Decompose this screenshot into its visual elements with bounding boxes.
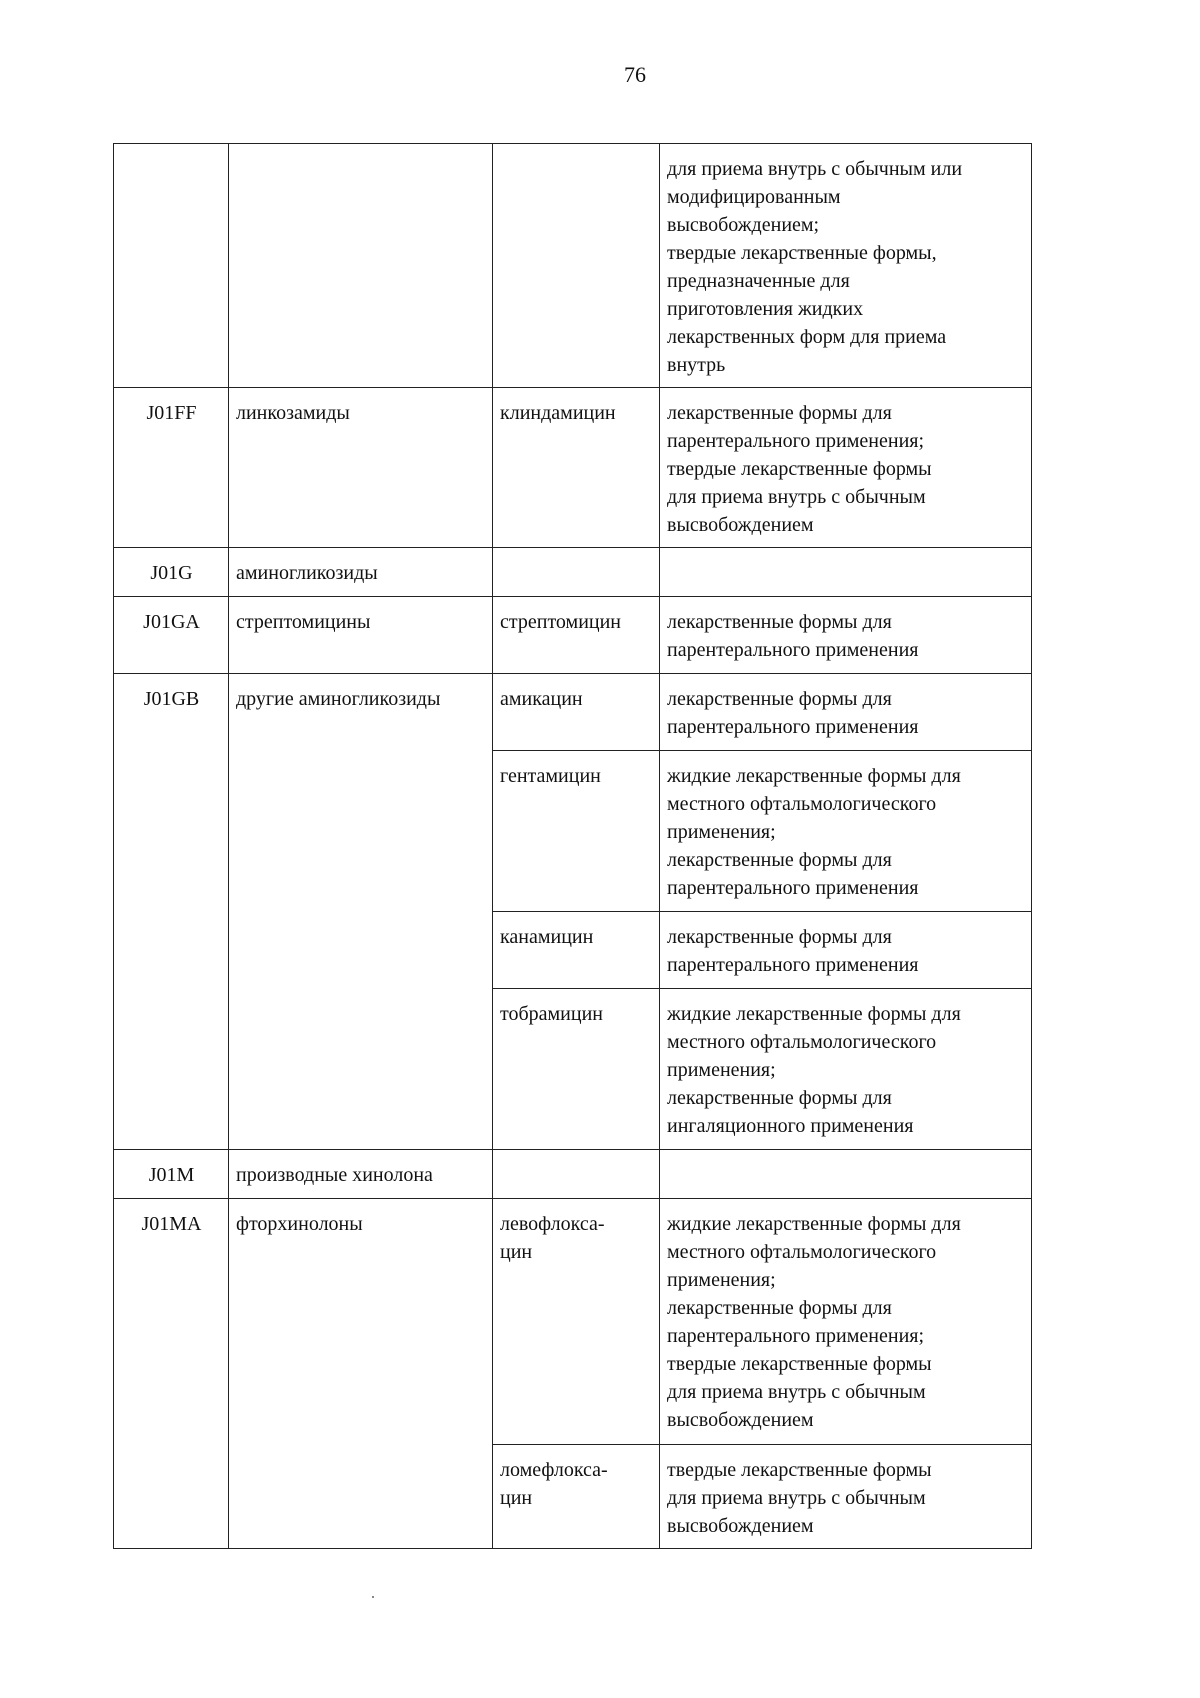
table-row — [114, 1150, 1032, 1199]
table-row — [114, 674, 1032, 751]
dosage-form-cell: твердые лекарственные формы для приема внутрь с обычным высвобождением — [660, 1445, 1032, 1549]
drug-cell: клиндамицин — [493, 388, 660, 548]
drug-cell: стрептомицин — [493, 597, 660, 674]
dosage-form-cell: лекарственные формы для парентерального применения — [660, 674, 1032, 751]
page-number: 76 — [624, 62, 646, 87]
drug-cell: гентамицин — [493, 751, 660, 912]
dosage-form-cell: жидкие лекарственные формы для местного офтальмологического применения; лекарственные формы для парентерального применения — [660, 751, 1032, 912]
drug-cell: ломефлокса- цин — [493, 1445, 660, 1549]
dosage-form-cell: для приема внутрь с обычным или модифицированным высвобождением; твердые лекарственные формы, предназначенные для приготовления жидких лекарственных форм для приема внутрь — [660, 144, 1032, 388]
group-cell: фторхинолоны — [229, 1199, 493, 1549]
drug-cell: тобрамицин — [493, 989, 660, 1150]
drug-cell — [493, 1150, 660, 1199]
dosage-form-cell: лекарственные формы для парентерального применения; твердые лекарственные формы для приема внутрь с обычным высвобождением — [660, 388, 1032, 548]
drug-cell: канамицин — [493, 912, 660, 989]
group-cell: стрептомицины — [229, 597, 493, 674]
drug-cell: левофлокса- цин — [493, 1199, 660, 1445]
table-row — [114, 388, 1032, 548]
group-cell: аминогликозиды — [229, 548, 493, 597]
dosage-form-cell: лекарственные формы для парентерального применения — [660, 912, 1032, 989]
table-row — [114, 144, 1032, 388]
dosage-form-cell: лекарственные формы для парентерального применения — [660, 597, 1032, 674]
atc-code-cell — [114, 144, 229, 388]
group-cell: другие аминогликозиды — [229, 674, 493, 1150]
dosage-form-cell — [660, 548, 1032, 597]
table-row — [114, 1199, 1032, 1445]
table-row — [114, 597, 1032, 674]
group-cell: линкозамиды — [229, 388, 493, 548]
atc-code-cell: J01FF — [114, 388, 229, 548]
drug-cell — [493, 144, 660, 388]
medication-table — [113, 143, 1032, 1549]
group-cell: производные хинолона — [229, 1150, 493, 1199]
atc-code-cell: J01MA — [114, 1199, 229, 1549]
atc-code-cell: J01GB — [114, 674, 229, 1150]
dosage-form-cell — [660, 1150, 1032, 1199]
dosage-form-cell: жидкие лекарственные формы для местного офтальмологического применения; лекарственные формы для ингаляционного применения — [660, 989, 1032, 1150]
group-cell — [229, 144, 493, 388]
drug-cell: амикацин — [493, 674, 660, 751]
table-row — [114, 548, 1032, 597]
atc-code-cell: J01G — [114, 548, 229, 597]
drug-cell — [493, 548, 660, 597]
scan-speck — [372, 1596, 374, 1598]
atc-code-cell: J01GA — [114, 597, 229, 674]
dosage-form-cell: жидкие лекарственные формы для местного офтальмологического применения; лекарственные формы для парентерального применения; твердые лекарственные формы для приема внутрь с обычным высвобождением — [660, 1199, 1032, 1445]
atc-code-cell: J01M — [114, 1150, 229, 1199]
